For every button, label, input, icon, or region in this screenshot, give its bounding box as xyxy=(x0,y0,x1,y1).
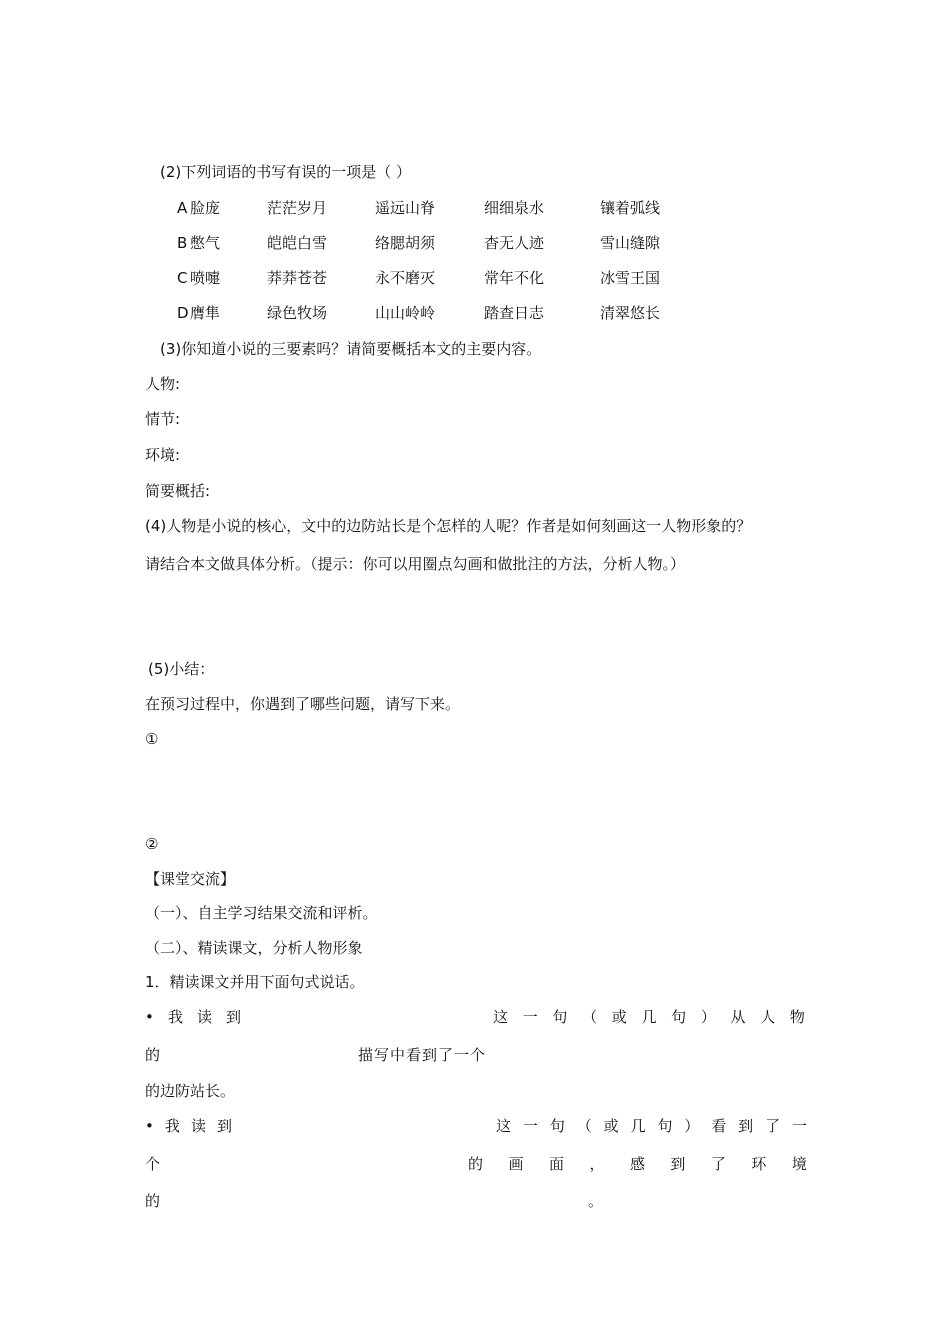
option-word: 脸庞 xyxy=(190,199,221,217)
option-word: 遥远山脊 xyxy=(375,199,436,217)
option-word: 永不磨灭 xyxy=(375,269,436,287)
pattern-2-start xyxy=(145,1116,232,1136)
classroom-part-1: （一）、自主学习结果交流和评析。 xyxy=(145,904,378,922)
char: 环 xyxy=(751,1155,767,1173)
char: 这 xyxy=(496,1117,512,1135)
option-word: 茫茫岁月 xyxy=(267,199,328,217)
char: 句 xyxy=(671,1008,687,1026)
bullet-icon: • xyxy=(145,1117,154,1135)
char: 从 xyxy=(730,1008,746,1026)
char: 到 xyxy=(738,1117,754,1135)
char: 的 xyxy=(468,1155,484,1173)
pattern-1-line2-b: 描写中看到了一个 xyxy=(358,1046,487,1064)
pattern-1-line3: 的边防站长。 xyxy=(145,1082,236,1100)
char: 到 xyxy=(225,1008,241,1026)
char: 到 xyxy=(670,1155,686,1173)
option-letter: A xyxy=(177,199,188,217)
option-word: 憋气 xyxy=(190,234,221,252)
char: 句 xyxy=(549,1117,565,1135)
option-word: 膺隼 xyxy=(190,304,221,322)
pattern-2-end xyxy=(496,1116,807,1136)
field-setting: 环境: xyxy=(145,446,181,464)
pattern-2-line2-b xyxy=(468,1154,807,1174)
pattern-2-line3-b: 。 xyxy=(588,1192,604,1210)
char: 句 xyxy=(657,1117,673,1135)
q4-line1: (4)人物是小说的核心，文中的边防站长是个怎样的人呢？作者是如何刻画这一人物形象的？ xyxy=(145,517,752,535)
field-summary: 简要概括: xyxy=(145,482,211,500)
q4-line2: 请结合本文做具体分析。（提示：你可以用圈点勾画和做批注的方法，分析人物。） xyxy=(145,555,686,573)
option-word: 清翠悠长 xyxy=(600,304,661,322)
char: 一 xyxy=(522,1008,538,1026)
pattern-1-line2-a: 的 xyxy=(145,1046,161,1064)
option-word: 绿色牧场 xyxy=(267,304,328,322)
option-word: 雪山缝隙 xyxy=(600,234,661,252)
char: （ xyxy=(576,1117,592,1135)
option-word: 络腮胡须 xyxy=(375,234,436,252)
pattern-1-end xyxy=(493,1007,805,1027)
option-word: 莽莽苍苍 xyxy=(267,269,328,287)
char: 境 xyxy=(791,1155,807,1173)
char: 这 xyxy=(493,1008,509,1026)
char: （ xyxy=(582,1008,598,1026)
task-1: 1．精读课文并用下面句式说话。 xyxy=(145,973,365,991)
q5-title: (5)小结： xyxy=(148,660,215,678)
option-word: 镶着弧线 xyxy=(600,199,661,217)
q3-prompt: (3)你知道小说的三要素吗？请简要概括本文的主要内容。 xyxy=(160,340,542,358)
option-letter: C xyxy=(177,269,188,287)
q5-item-2: ② xyxy=(145,835,159,853)
char: 读 xyxy=(196,1008,212,1026)
char: 我 xyxy=(167,1008,183,1026)
classroom-part-2: （二）、精读课文，分析人物形象 xyxy=(145,939,363,957)
char: 了 xyxy=(765,1117,781,1135)
option-word: 皑皑白雪 xyxy=(267,234,328,252)
char: 了 xyxy=(710,1155,726,1173)
char: 一 xyxy=(791,1117,807,1135)
char: 几 xyxy=(630,1117,646,1135)
char: ） xyxy=(700,1008,716,1026)
q2-prompt: (2)下列词语的书写有误的一项是（ ） xyxy=(160,163,412,181)
char: 或 xyxy=(603,1117,619,1135)
char: 到 xyxy=(216,1117,232,1135)
char: 感 xyxy=(629,1155,645,1173)
char: 或 xyxy=(611,1008,627,1026)
q5-prompt: 在预习过程中，你遇到了哪些问题，请写下来。 xyxy=(145,695,461,713)
q5-item-1: ① xyxy=(145,730,159,748)
pattern-2-line3-a: 的 xyxy=(145,1192,161,1210)
option-letter: B xyxy=(177,234,188,252)
field-plot: 情节: xyxy=(145,410,181,428)
option-letter: D xyxy=(177,304,189,322)
pattern-1-start xyxy=(145,1007,241,1027)
option-word: 细细泉水 xyxy=(484,199,545,217)
char: 看 xyxy=(711,1117,727,1135)
option-word: 山山岭岭 xyxy=(375,304,436,322)
char: 人 xyxy=(760,1008,776,1026)
option-word: 常年不化 xyxy=(484,269,545,287)
char: 面 xyxy=(548,1155,564,1173)
option-word: 杳无人迹 xyxy=(484,234,545,252)
option-word: 踏查日志 xyxy=(484,304,545,322)
pattern-2-line2-a: 个 xyxy=(145,1155,161,1173)
char: 几 xyxy=(641,1008,657,1026)
classroom-heading: 【课堂交流】 xyxy=(145,870,236,888)
char: ） xyxy=(684,1117,700,1135)
field-characters: 人物: xyxy=(145,375,181,393)
char: 画 xyxy=(508,1155,524,1173)
char: 读 xyxy=(190,1117,206,1135)
char: 句 xyxy=(552,1008,568,1026)
option-word: 喷嚏 xyxy=(190,269,221,287)
char: ， xyxy=(589,1155,605,1173)
bullet-icon: • xyxy=(145,1008,154,1026)
char: 一 xyxy=(522,1117,538,1135)
char: 我 xyxy=(164,1117,180,1135)
option-word: 冰雪王国 xyxy=(600,269,661,287)
char: 物 xyxy=(789,1008,805,1026)
